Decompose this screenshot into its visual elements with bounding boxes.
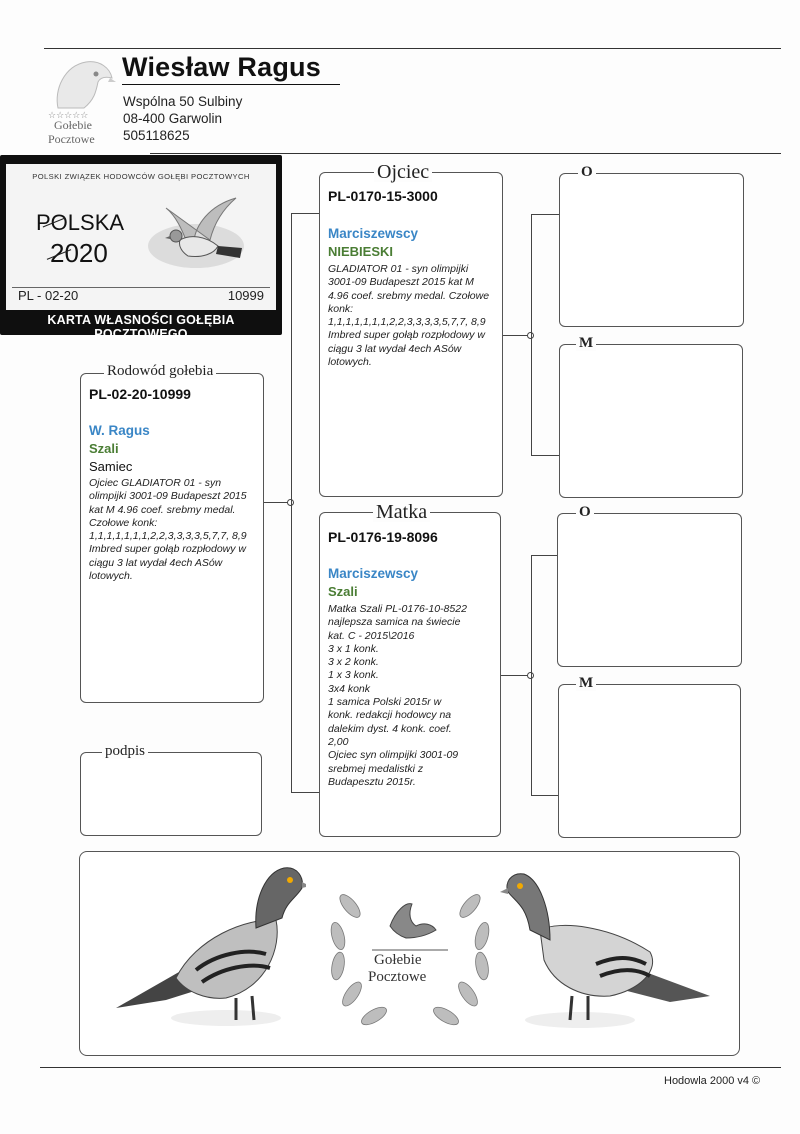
subject-ring: PL-02-20-10999	[89, 386, 191, 402]
logo-text-2: Pocztowe	[48, 132, 95, 146]
pigeon-right-icon	[500, 860, 720, 1040]
father-description: GLADIATOR 01 - syn olimpijki 3001-09 Budapeszt 2015 kat M 4.96 coef. srebmy medal. Czołowe konk: 1,1,1,1,1,1,1,2,2,3,3,3,3,5,7,7, 8,9 Imbred super gołąb rozpłodowy w ciągu 3 lat wydał 4ech ASów lotowych.	[328, 263, 490, 369]
pigeon-left-icon	[106, 858, 306, 1038]
mother-desc-line: dalekim dyst. 4 konk. coef.	[328, 722, 452, 735]
panel-logo-text-1: Gołebie	[374, 952, 422, 968]
mother-desc-line: 2,00	[328, 735, 349, 748]
mother-desc-line: najlepsza samica na świecie	[328, 616, 461, 629]
top-rule	[44, 48, 781, 49]
software-version-note: Hodowla 2000 v4 ©	[664, 1075, 761, 1087]
decorative-panel	[79, 851, 740, 1056]
connector	[531, 795, 558, 796]
connector	[503, 335, 529, 336]
father-owner: Marciszewscy	[328, 226, 419, 241]
mother-desc-line: srebmej medalistki z	[328, 762, 424, 775]
father-color: NIEBIESKI	[328, 244, 394, 259]
mother-desc-line: 3 x 2 konk.	[328, 656, 379, 669]
card-inner	[6, 164, 276, 310]
connector	[531, 214, 559, 215]
flying-pigeon-icon	[136, 186, 266, 282]
logo-text-1: Gołebie	[54, 118, 92, 132]
connector	[291, 792, 319, 793]
signature-box[interactable]	[80, 752, 262, 836]
subject-color: Szali	[89, 441, 119, 456]
subject-box-title: Rodowód gołebia	[104, 364, 216, 379]
card-ring-number: 10999	[227, 288, 264, 303]
card-ring-prefix: PL - 02-20	[18, 288, 79, 303]
mother-color: Szali	[328, 584, 358, 599]
panel-logo-text-2: Pocztowe	[368, 969, 427, 985]
subject-description: Ojciec GLADIATOR 01 - syn olimpijki 3001-09 Budapeszt 2015 kat M 4.96 coef. srebmy medal. Czołowe konk: 1,1,1,1,1,1,1,2,2,3,3,3,3,5,7,7, 8,9 Imbred super gołąb rozpłodowy w ciągu 3 lat wydał 4ech ASów lotowych.	[89, 477, 247, 583]
card-footer: KARTA WŁASNOŚCI GOŁĘBIA POCZTOWEGO	[47, 313, 235, 341]
card-year: 2020	[50, 238, 108, 268]
father-ring: PL-0170-15-3000	[328, 188, 438, 204]
breeder-name-underline	[122, 84, 340, 85]
father-box	[319, 172, 503, 497]
connector	[531, 455, 559, 456]
mother-description	[328, 603, 498, 789]
mother-desc-line: 1 x 3 konk.	[328, 669, 379, 682]
subject-sex: Samiec	[89, 459, 133, 474]
signature-box-title: podpis	[102, 744, 148, 759]
club-logo	[44, 52, 116, 148]
ownership-card	[0, 155, 282, 341]
mother-ring: PL-0176-19-8096	[328, 529, 438, 545]
mother-owner: Marciszewscy	[328, 566, 419, 581]
subject-box	[80, 373, 264, 703]
mother-desc-line: konk. redakcji hodowcy na	[328, 709, 452, 722]
father-box-title: Ojciec	[374, 162, 432, 182]
card-association: POLSKI ZWIĄZEK HODOWCÓW GOŁĘBI POCZTOWYCH	[32, 172, 250, 181]
maternal-grandfather-title: O	[576, 505, 594, 520]
mother-desc-line: 3x4 konk	[328, 682, 371, 695]
connector	[291, 213, 292, 792]
svg-text:☆☆☆☆☆: ☆☆☆☆☆	[48, 111, 89, 121]
maternal-grandmother-box	[558, 684, 741, 838]
subject-owner: W. Ragus	[89, 423, 150, 438]
mother-box	[319, 512, 501, 837]
breeder-name: Wiesław Ragus	[122, 52, 321, 82]
phone-number: 505118625	[123, 128, 190, 143]
card-country: POLSKA	[36, 210, 125, 235]
connector	[531, 555, 557, 556]
connector	[531, 214, 532, 455]
connector	[531, 555, 532, 795]
header-rule	[150, 153, 781, 154]
mother-desc-line: Ojciec syn olimpijki 3001-09	[328, 749, 459, 762]
paternal-grandmother-title: M	[576, 336, 596, 351]
connector	[501, 675, 529, 676]
mother-desc-line: 1 samica Polski 2015r w	[328, 696, 442, 709]
mother-desc-line: 3 x 1 konk.	[328, 642, 379, 655]
mother-desc-line: kat. C - 2015\2016	[328, 629, 415, 642]
paternal-grandfather-box	[559, 173, 744, 327]
footer-rule	[40, 1067, 781, 1068]
connector	[291, 213, 319, 214]
paternal-grandmother-box	[559, 344, 743, 498]
maternal-grandmother-title: M	[576, 676, 596, 691]
address-line-1: Wspólna 50 Sulbiny	[123, 94, 243, 109]
maternal-grandfather-box	[557, 513, 742, 667]
mother-desc-line: Matka Szali PL-0176-10-8522	[328, 603, 467, 615]
address-line-2: 08-400 Garwolin	[123, 111, 223, 126]
paternal-grandfather-title: O	[578, 165, 596, 180]
mother-desc-line: Budapesztu 2015r.	[328, 775, 416, 788]
mother-box-title: Matka	[373, 502, 430, 522]
